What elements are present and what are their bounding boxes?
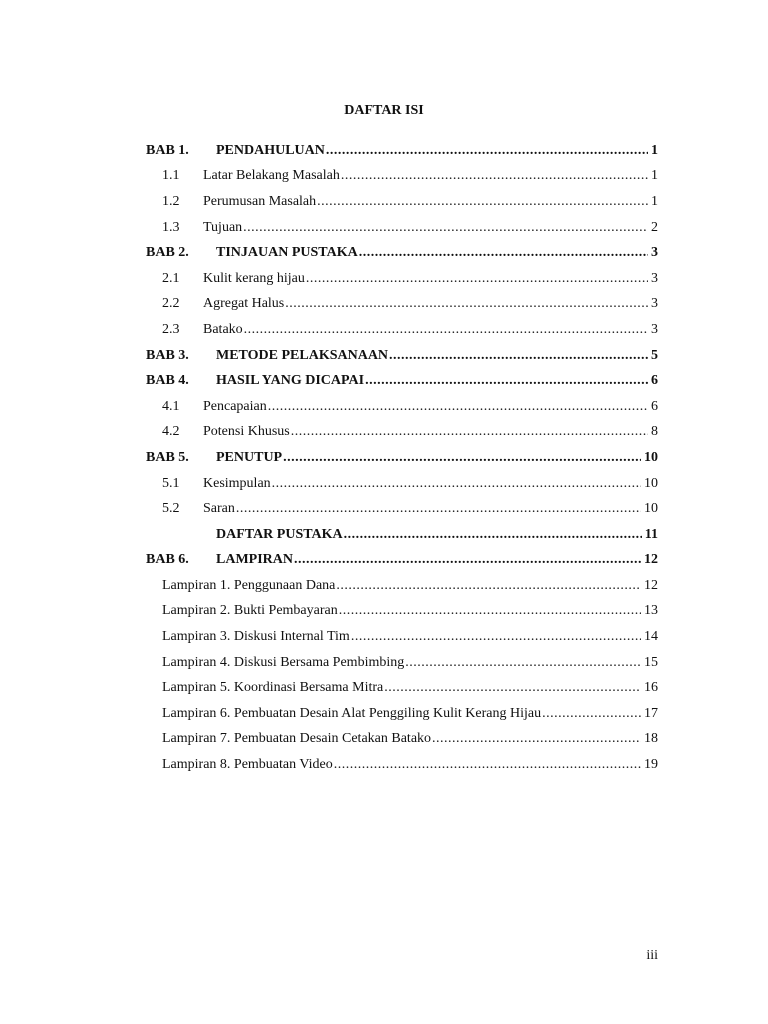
dot-leader [542,706,641,722]
toc-entry-page: 2 [651,219,658,235]
toc-entry[interactable] [146,752,658,778]
toc-entry-title: Saran [203,501,235,517]
toc-entry-page: 3 [651,245,658,261]
dot-leader [351,629,641,645]
toc-entry-page: 6 [651,398,658,414]
toc-entry-page: 10 [644,501,658,517]
toc-entry[interactable] [146,394,658,420]
toc-entry-title: Lampiran 4. Diskusi Bersama Pembimbing [162,654,405,670]
toc-entry-title: Lampiran 6. Pembuatan Desain Alat Penggiling Kulit Kerang Hijau [162,705,542,721]
toc-entry[interactable] [146,650,658,676]
dot-leader [236,501,641,517]
toc-entry-page: 11 [644,526,658,542]
toc-entry[interactable] [146,548,658,574]
toc-entry-title: Pencapaian [203,398,267,414]
toc-entry-number: 5.2 [162,501,180,517]
toc-entry-number: 2.1 [162,270,180,286]
toc-entry-title: Lampiran 7. Pembuatan Desain Cetakan Batako [162,731,432,747]
toc-entry-page: 3 [651,270,658,286]
toc-entry-title: Lampiran 5. Koordinasi Bersama Mitra [162,680,384,696]
toc-entry[interactable] [146,522,658,548]
toc-entry-title: TINJAUAN PUSTAKA [216,245,358,261]
toc-entry-page: 1 [651,142,658,158]
toc-entry-number: BAB 1. [146,142,189,158]
toc-entry-page: 17 [644,705,658,721]
toc-entry-page: 3 [651,296,658,312]
toc-entry[interactable] [146,164,658,190]
page-number: iii [646,948,658,963]
toc-entry-page: 5 [651,347,658,363]
toc-entry[interactable] [146,624,658,650]
toc-entry[interactable] [146,368,658,394]
toc-entry[interactable] [146,189,658,215]
toc-entry[interactable] [146,266,658,292]
toc-entry-title: Perumusan Masalah [203,193,317,209]
toc-entry-title: Latar Belakang Masalah [203,168,340,184]
toc-entry[interactable] [146,445,658,471]
toc-entry-number: BAB 3. [146,347,189,363]
toc-entry-title: METODE PELAKSANAAN [216,347,389,363]
toc-entry-title: Batako [203,321,243,337]
toc-entry-page: 14 [644,629,658,645]
toc-entry-title: DAFTAR PUSTAKA [216,526,343,542]
toc-entry-number: BAB 4. [146,373,189,389]
dot-leader [339,603,641,619]
toc-entry[interactable] [146,727,658,753]
toc-entry-title: Lampiran 8. Pembuatan Video [162,757,333,773]
dot-leader [341,168,648,184]
dot-leader [244,322,648,338]
dot-leader [334,757,641,773]
toc-entry[interactable] [146,240,658,266]
toc-entry-number: 4.1 [162,398,180,414]
toc-entry-title: PENUTUP [216,449,283,465]
toc-entry-number: 1.3 [162,219,180,235]
toc-entry-title: Kulit kerang hijau [203,270,305,286]
toc-entry-title: Kesimpulan [203,475,271,491]
toc-entry-title: Lampiran 1. Penggunaan Dana [162,577,336,593]
dot-leader [389,348,648,364]
dot-leader [243,220,648,236]
dot-leader [384,680,641,696]
dot-leader [306,271,648,287]
toc-entry-page: 10 [644,449,658,465]
toc-entry-page: 12 [644,577,658,593]
toc-entry-page: 16 [644,680,658,696]
toc-entry-title: Agregat Halus [203,296,285,312]
toc-entry-title: LAMPIRAN [216,552,293,568]
toc-entry-number: 4.2 [162,424,180,440]
toc-entry-page: 15 [644,654,658,670]
toc-entry-title: PENDAHULUAN [216,142,325,158]
dot-leader [405,655,641,671]
dot-leader [365,373,648,389]
toc-entry[interactable] [146,701,658,727]
dot-leader [359,245,648,261]
dot-leader [432,731,641,747]
toc-entry[interactable] [146,138,658,164]
dot-leader [336,578,641,594]
toc-entry-title: Lampiran 3. Diskusi Internal Tim [162,629,350,645]
toc-entry-number: 1.2 [162,193,180,209]
dot-leader [294,552,641,568]
toc-entry-title: Lampiran 2. Bukti Pembayaran [162,603,338,619]
toc-entry-page: 10 [644,475,658,491]
toc-entry-page: 19 [644,757,658,773]
toc-entry[interactable] [146,317,658,343]
toc-entry-page: 6 [651,373,658,389]
toc-entry-page: 1 [651,168,658,184]
dot-leader [291,424,648,440]
toc-entry[interactable] [146,675,658,701]
toc-entry-page: 13 [644,603,658,619]
toc-entry-number: 2.3 [162,321,180,337]
toc-entry[interactable] [146,471,658,497]
toc-entry-page: 3 [651,321,658,337]
dot-leader [317,194,648,210]
toc-entry[interactable] [146,420,658,446]
dot-leader [326,143,648,159]
toc-entry-number: BAB 2. [146,245,189,261]
dot-leader [272,476,641,492]
toc-entry-number: 1.1 [162,168,180,184]
dot-leader [268,399,648,415]
toc-entry-title: HASIL YANG DICAPAI [216,373,365,389]
toc-entry[interactable] [146,343,658,369]
toc-entry[interactable] [146,599,658,625]
toc-entry-page: 12 [644,552,658,568]
toc-entry-number: BAB 6. [146,552,189,568]
toc-entry-number: 5.1 [162,475,180,491]
toc-entry-page: 18 [644,731,658,747]
toc-entry-title: Potensi Khusus [203,424,290,440]
page-title: DAFTAR ISI [344,103,424,118]
toc-entry[interactable] [146,573,658,599]
toc-entry-number: BAB 5. [146,449,189,465]
dot-leader [285,296,648,312]
dot-leader [283,450,641,466]
table-of-contents [146,138,658,778]
toc-entry-title: Tujuan [203,219,243,235]
toc-entry-page: 1 [651,193,658,209]
toc-entry[interactable] [146,215,658,241]
toc-entry-page: 8 [651,424,658,440]
toc-entry[interactable] [146,292,658,318]
dot-leader [344,527,642,543]
toc-entry-number: 2.2 [162,296,180,312]
toc-entry[interactable] [146,496,658,522]
